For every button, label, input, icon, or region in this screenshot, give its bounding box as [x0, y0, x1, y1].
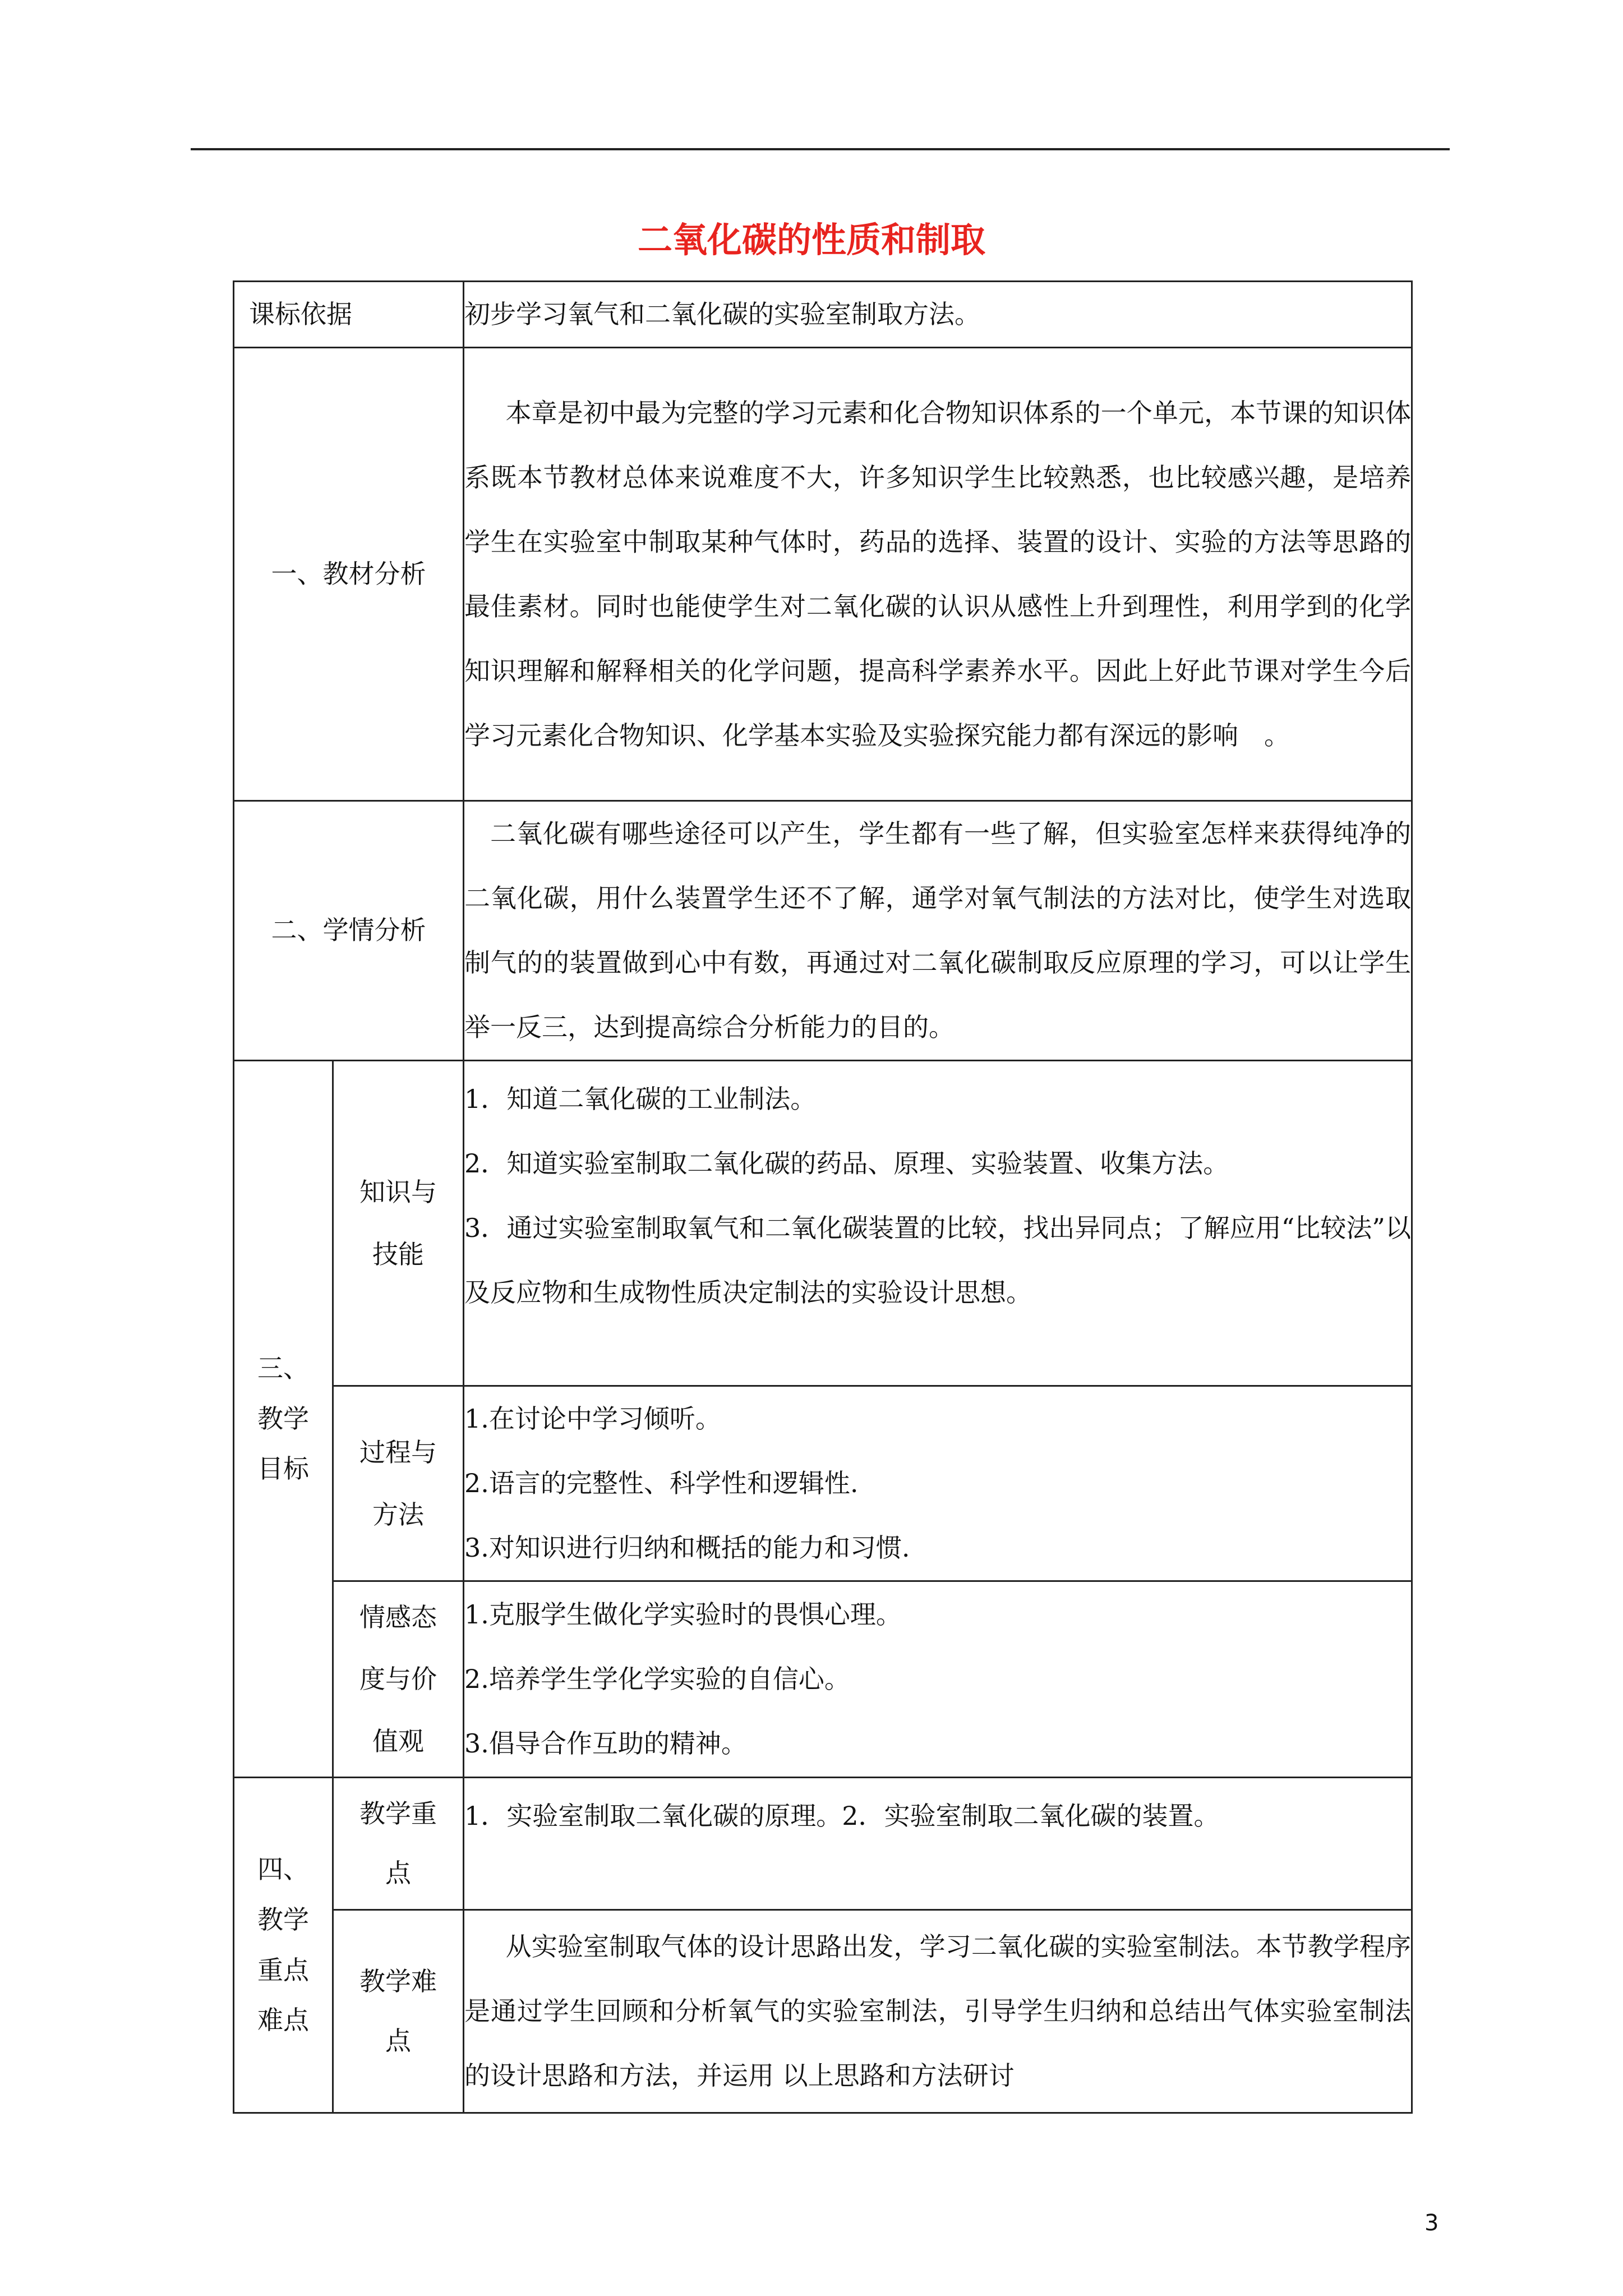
row-materials [234, 348, 1412, 801]
process-item: 3.对知识进行归纳和概括的能力和习惯. [464, 1533, 910, 1563]
knowledge-label-line: 技能 [372, 1239, 424, 1269]
focus-label-line: 教学重 [359, 1798, 437, 1829]
goals-label [234, 1061, 333, 1778]
knowledge-label-line: 知识与 [359, 1177, 437, 1208]
process-item: 2.语言的完整性、科学性和逻辑性. [464, 1468, 859, 1498]
keypoints-label-line: 教学 [257, 1904, 309, 1935]
emotion-item: 1.克服学生做化学实验时的畏惧心理。 [464, 1599, 902, 1630]
students-label: 二、学情分析 [234, 801, 464, 1061]
knowledge-item: 1．知道二氧化碳的工业制法。 [464, 1084, 817, 1114]
knowledge-item: 2．知道实验室制取二氧化碳的药品、原理、实验装置、收集方法。 [464, 1148, 1229, 1179]
process-cell [464, 1386, 1412, 1581]
emotion-label-line: 度与价 [359, 1664, 437, 1695]
page-number: 3 [1424, 2210, 1439, 2236]
standard-label: 课标依据 [234, 282, 464, 348]
emotion-item: 3.倡导合作互助的精神。 [464, 1728, 747, 1759]
difficulty-text: 从实验室制取气体的设计思路出发，学习二氧化碳的实验室制法。本节教学程序是通过学生回顾和分析氧气的实验室制法，引导学生归纳和总结出气体实验室制法的设计思路和方法，并运用 以上思路和方法研讨 [464, 1931, 1411, 2091]
emotion-label-line: 值观 [372, 1726, 424, 1756]
keypoints-label-line: 四、 [257, 1854, 309, 1885]
row-focus [234, 1778, 1412, 1910]
difficulty-label-line: 教学难 [359, 1966, 437, 1996]
materials-label: 一、教材分析 [234, 348, 464, 801]
goals-label-line: 目标 [257, 1453, 309, 1484]
focus-label-line: 点 [385, 1857, 411, 1888]
focus-label [333, 1778, 464, 1910]
lesson-plan-table [233, 280, 1413, 2114]
knowledge-cell [464, 1061, 1412, 1386]
emotion-item: 2.培养学生学化学实验的自信心。 [464, 1664, 850, 1694]
emotion-cell [464, 1581, 1412, 1778]
header-rule [191, 148, 1450, 150]
process-label [333, 1386, 464, 1581]
difficulty-cell [464, 1910, 1412, 2113]
goals-label-line: 三、 [257, 1352, 309, 1383]
difficulty-label [333, 1910, 464, 2113]
document-title: 二氧化碳的性质和制取 [637, 219, 985, 260]
standard-text: 初步学习氧气和二氧化碳的实验室制取方法。 [464, 282, 1412, 348]
row-students [234, 801, 1412, 1061]
row-goal-knowledge [234, 1061, 1412, 1386]
keypoints-label [234, 1778, 333, 2113]
students-cell [464, 801, 1412, 1061]
row-standard [234, 282, 1412, 348]
process-item: 1.在讨论中学习倾听。 [464, 1404, 721, 1434]
materials-cell [464, 348, 1412, 801]
difficulty-label-line: 点 [385, 2025, 411, 2056]
row-difficulty [234, 1910, 1412, 2113]
knowledge-label [333, 1061, 464, 1386]
focus-text: 1．实验室制取二氧化碳的原理。2．实验室制取二氧化碳的装置。 [464, 1801, 1220, 1831]
process-label-line: 过程与 [359, 1437, 437, 1468]
students-text: 二氧化碳有哪些途径可以产生，学生都有一些了解，但实验室怎样来获得纯净的二氧化碳，用什么装置学生还不了解，通学对氧气制法的方法对比，使学生对选取制气的的装置做到心中有数，再通过对二氧化碳制取反应原理的学习，可以让学生举一反三，达到提高综合分析能力的目的。 [464, 818, 1411, 1042]
focus-cell [464, 1778, 1412, 1910]
knowledge-item: 3．通过实验室制取氧气和二氧化碳装置的比较，找出异同点；了解应用“比较法”以及反应物和生成物性质决定制法的实验设计思想。 [464, 1213, 1411, 1308]
process-label-line: 方法 [372, 1499, 424, 1530]
keypoints-label-line: 重点 [257, 1954, 309, 1985]
materials-text: 本章是初中最为完整的学习元素和化合物知识体系的一个单元，本节课的知识体系既本节教材总体来说难度不大，许多知识学生比较熟悉，也比较感兴趣，是培养学生在实验室中制取某种气体时，药品的选择、装置的设计、实验的方法等思路的最佳素材。同时也能使学生对二氧化碳的认识从感性上升到理性，利用学到的化学知识理解和解释相关的化学问题，提高科学素养水平。因此上好此节课对学生今后学习元素化合物知识、化学基本实验及实验探究能力都有深远的影响 。 [464, 397, 1411, 751]
row-goal-emotion [234, 1581, 1412, 1778]
row-goal-process [234, 1386, 1412, 1581]
keypoints-label-line: 难点 [257, 2005, 309, 2036]
emotion-label [333, 1581, 464, 1778]
emotion-label-line: 情感态 [359, 1602, 437, 1632]
goals-label-line: 教学 [257, 1403, 309, 1434]
